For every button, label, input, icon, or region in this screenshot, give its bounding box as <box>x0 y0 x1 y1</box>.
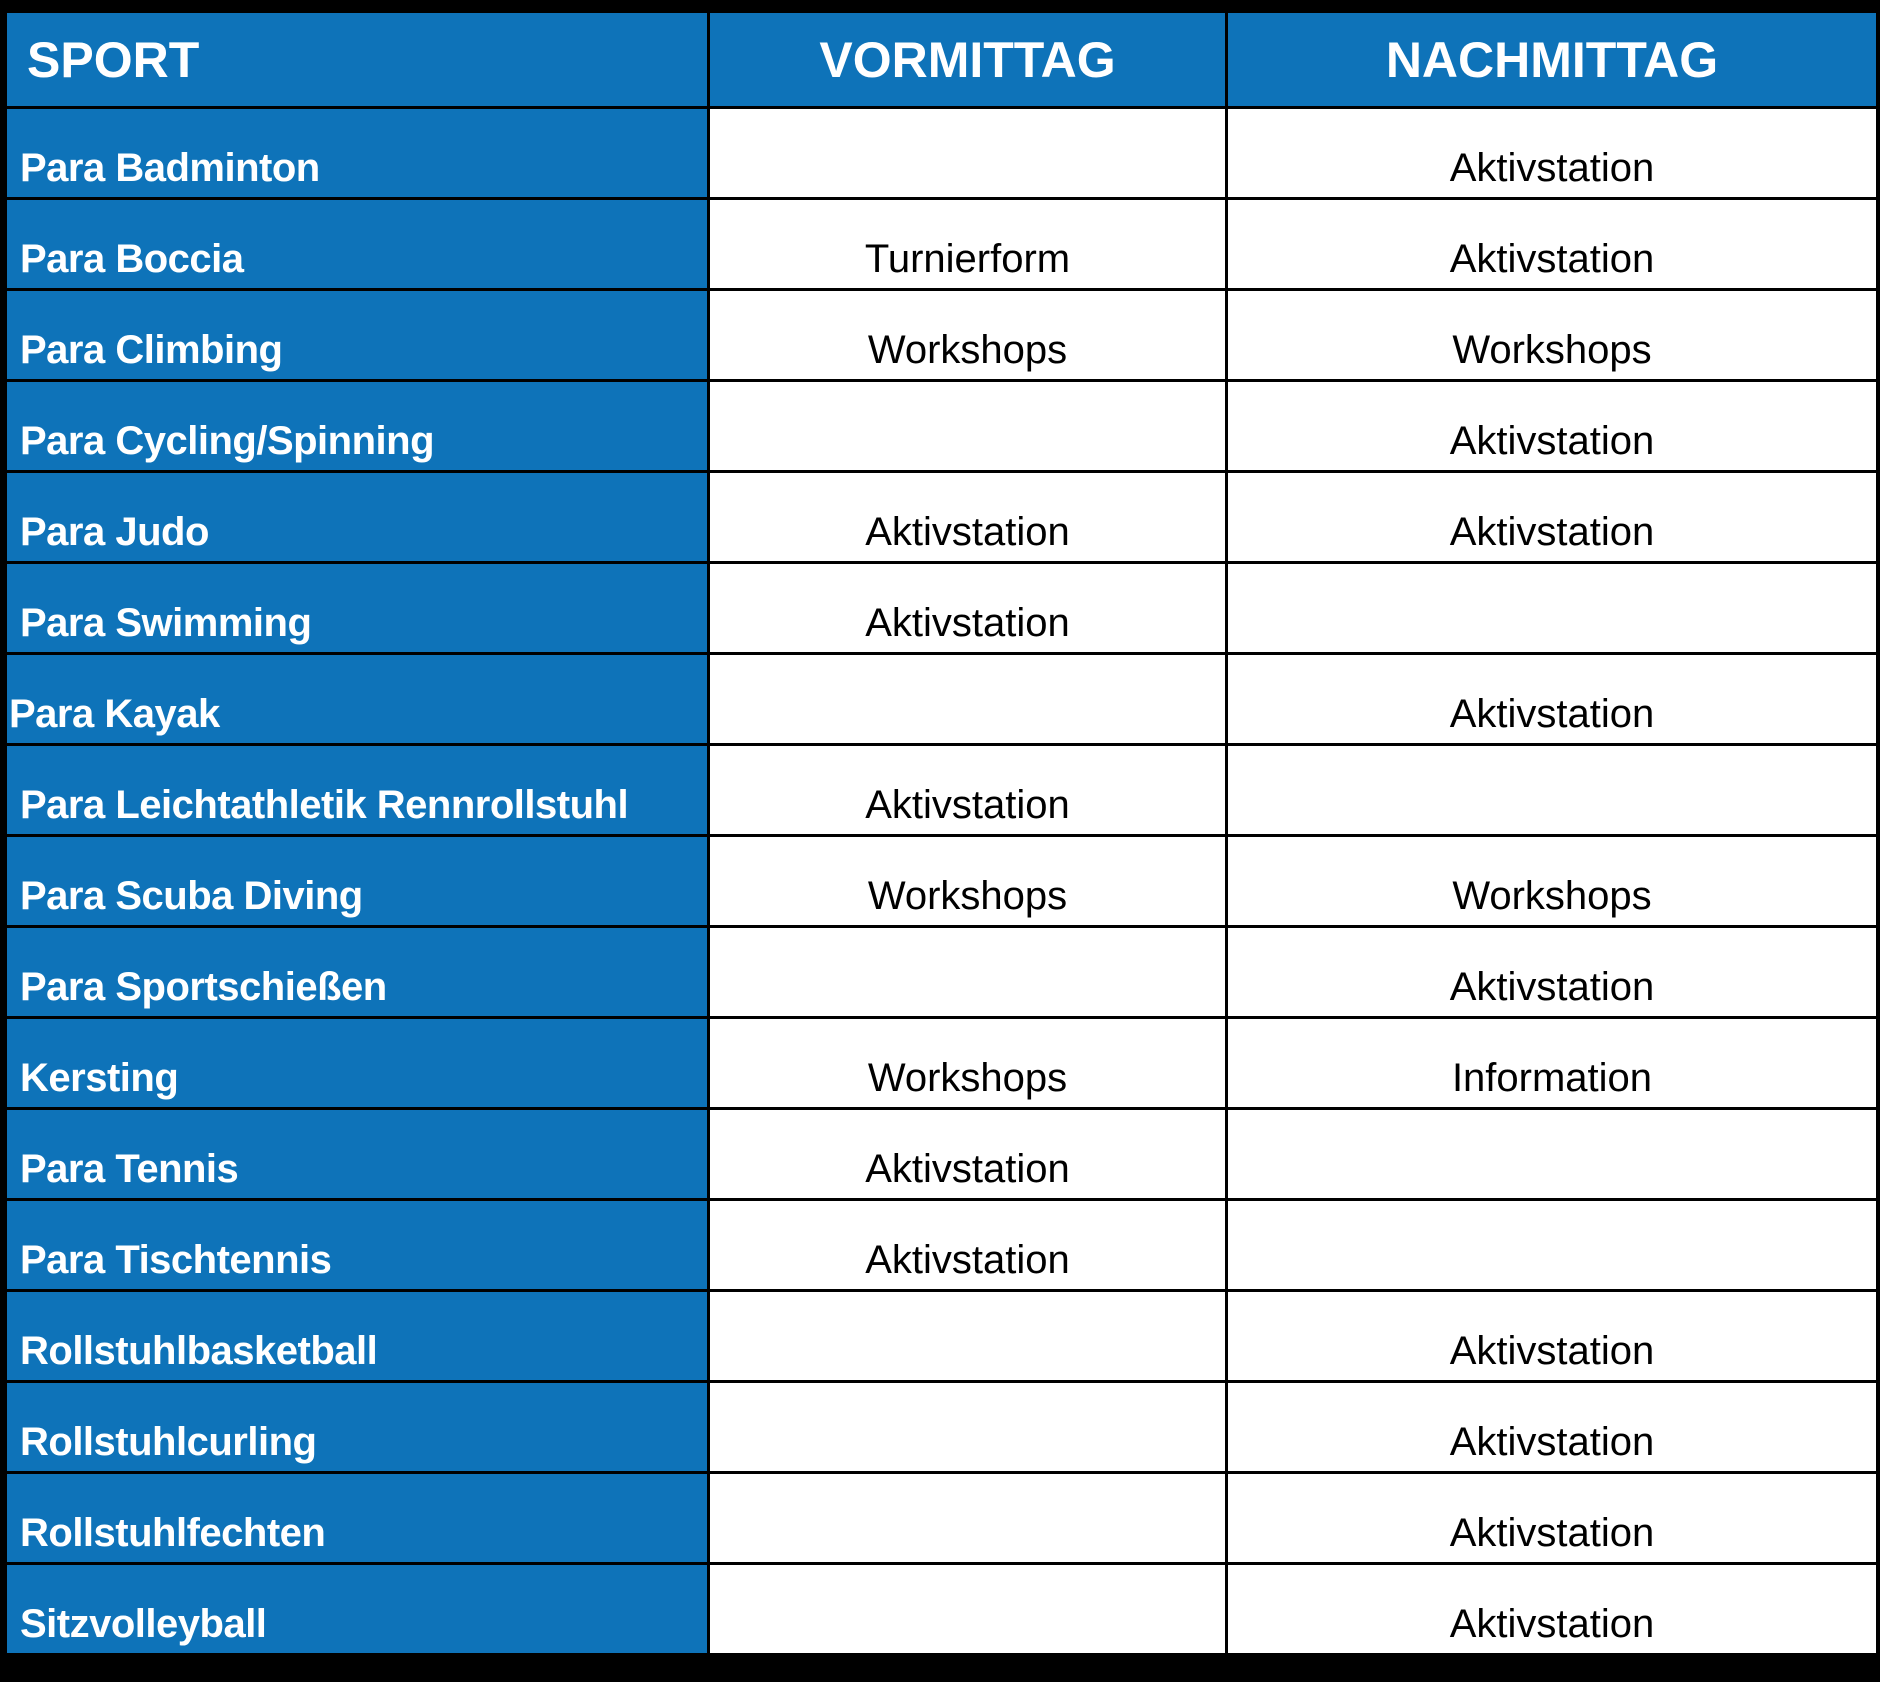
table-row <box>6 1473 1878 1564</box>
table-row <box>6 836 1878 927</box>
vormittag-cell <box>709 927 1227 1018</box>
nachmittag-cell: Aktivstation <box>1227 472 1878 563</box>
vormittag-cell <box>709 381 1227 472</box>
column-header-vormittag: VORMITTAG <box>709 12 1227 108</box>
nachmittag-cell: Information <box>1227 1018 1878 1109</box>
table-body <box>6 108 1878 1655</box>
sport-name: Para Judo <box>6 472 709 563</box>
nachmittag-cell: Aktivstation <box>1227 1291 1878 1382</box>
table-header <box>6 12 1878 108</box>
sport-name: Para Tischtennis <box>6 1200 709 1291</box>
vormittag-cell <box>709 1473 1227 1564</box>
table-row <box>6 1564 1878 1655</box>
table-row <box>6 1109 1878 1200</box>
sport-name: Sitzvolleyball <box>6 1564 709 1655</box>
column-header-nachmittag: NACHMITTAG <box>1227 12 1878 108</box>
table-row <box>6 1018 1878 1109</box>
table-row <box>6 290 1878 381</box>
schedule-table-container <box>4 10 1876 1656</box>
vormittag-cell: Aktivstation <box>709 1109 1227 1200</box>
nachmittag-cell <box>1227 745 1878 836</box>
table-row <box>6 927 1878 1018</box>
table-row <box>6 1291 1878 1382</box>
vormittag-cell: Workshops <box>709 290 1227 381</box>
vormittag-cell: Workshops <box>709 836 1227 927</box>
vormittag-cell <box>709 654 1227 745</box>
sport-name: Para Scuba Diving <box>6 836 709 927</box>
nachmittag-cell <box>1227 1200 1878 1291</box>
vormittag-cell <box>709 108 1227 199</box>
vormittag-cell <box>709 1564 1227 1655</box>
nachmittag-cell: Workshops <box>1227 290 1878 381</box>
sport-name: Para Tennis <box>6 1109 709 1200</box>
nachmittag-cell: Aktivstation <box>1227 927 1878 1018</box>
nachmittag-cell: Aktivstation <box>1227 108 1878 199</box>
sport-name: Para Boccia <box>6 199 709 290</box>
sport-name: Para Sportschießen <box>6 927 709 1018</box>
table-row <box>6 199 1878 290</box>
nachmittag-cell: Workshops <box>1227 836 1878 927</box>
vormittag-cell: Aktivstation <box>709 563 1227 654</box>
nachmittag-cell: Aktivstation <box>1227 199 1878 290</box>
table-row <box>6 472 1878 563</box>
sport-schedule-table <box>4 10 1879 1656</box>
table-row <box>6 745 1878 836</box>
table-row <box>6 1382 1878 1473</box>
nachmittag-cell: Aktivstation <box>1227 381 1878 472</box>
table-row <box>6 1200 1878 1291</box>
column-header-sport: SPORT <box>6 12 709 108</box>
sport-name: Para Kayak <box>6 654 709 745</box>
nachmittag-cell: Aktivstation <box>1227 1382 1878 1473</box>
nachmittag-cell: Aktivstation <box>1227 1473 1878 1564</box>
sport-name: Rollstuhlbasketball <box>6 1291 709 1382</box>
vormittag-cell: Aktivstation <box>709 745 1227 836</box>
table-row <box>6 654 1878 745</box>
header-row <box>6 12 1878 108</box>
sport-name: Para Climbing <box>6 290 709 381</box>
vormittag-cell: Turnierform <box>709 199 1227 290</box>
table-row <box>6 563 1878 654</box>
table-row <box>6 108 1878 199</box>
sport-name: Rollstuhlcurling <box>6 1382 709 1473</box>
vormittag-cell: Workshops <box>709 1018 1227 1109</box>
sport-name: Para Badminton <box>6 108 709 199</box>
vormittag-cell: Aktivstation <box>709 1200 1227 1291</box>
sport-name: Para Leichtathletik Rennrollstuhl <box>6 745 709 836</box>
nachmittag-cell: Aktivstation <box>1227 654 1878 745</box>
vormittag-cell <box>709 1382 1227 1473</box>
nachmittag-cell <box>1227 563 1878 654</box>
sport-name: Para Swimming <box>6 563 709 654</box>
vormittag-cell: Aktivstation <box>709 472 1227 563</box>
vormittag-cell <box>709 1291 1227 1382</box>
nachmittag-cell <box>1227 1109 1878 1200</box>
sport-name: Rollstuhlfechten <box>6 1473 709 1564</box>
sport-name: Kersting <box>6 1018 709 1109</box>
sport-name: Para Cycling/Spinning <box>6 381 709 472</box>
table-row <box>6 381 1878 472</box>
nachmittag-cell: Aktivstation <box>1227 1564 1878 1655</box>
